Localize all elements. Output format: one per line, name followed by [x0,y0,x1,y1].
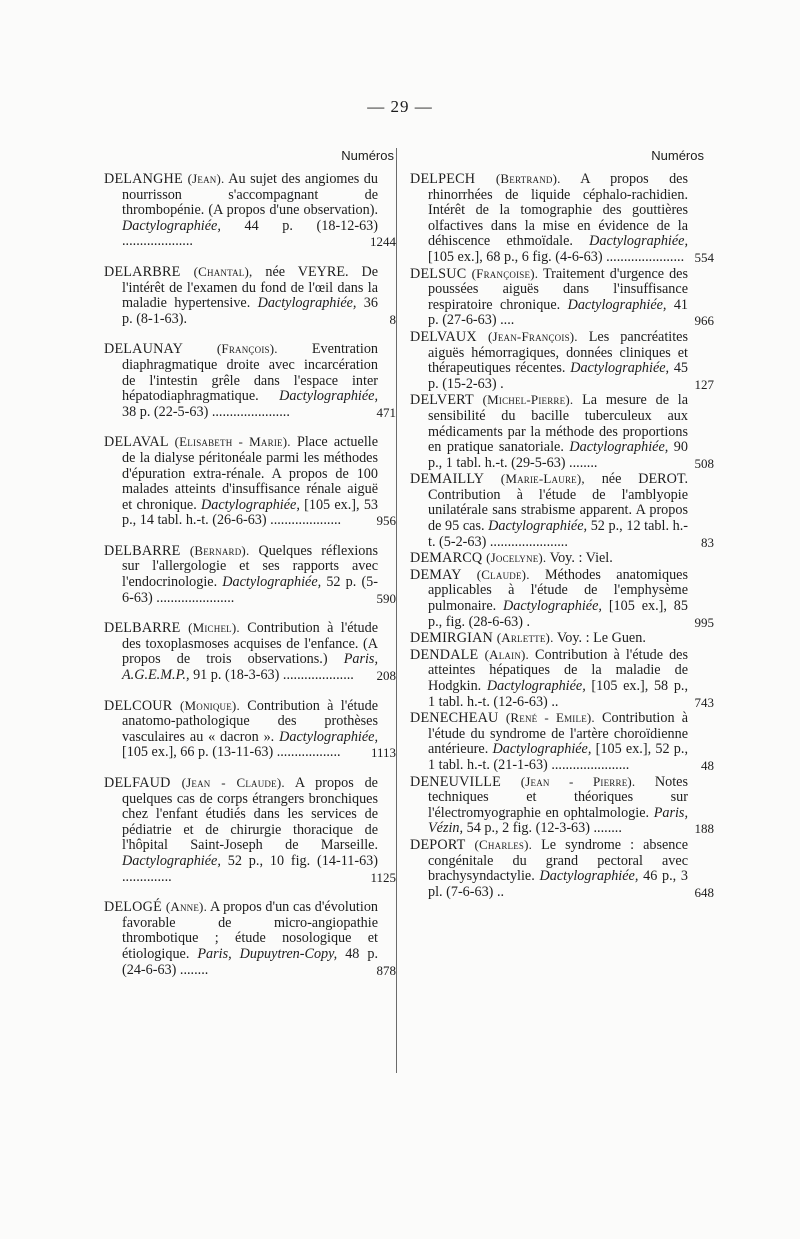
author-surname: DELBARRE [104,542,181,559]
entry-title: Notes techniques et théoriques sur l'électromyographie en ophtalmologie. [428,773,688,821]
author-given-name: (Jocelyne). [486,550,547,566]
author-surname: DELARBRE [104,263,181,280]
entry-description [546,550,612,566]
entry-number: 590 [376,590,396,606]
author-surname: DELCOUR [104,697,173,714]
entry-author [410,171,561,187]
entry-details: 46 p., 3 pl. (7-6-63) .. [428,868,688,900]
author-surname: DENDALE [410,646,479,663]
author-given-name: (Elisabeth - Marie). [174,434,291,450]
entry-details: 44 p. (18-12-63) .................... [122,217,378,250]
entry-author [410,329,578,345]
entry-details: [105 ex.], 53 p., 14 tabl. h.-t. (26-6-63) .................... [122,496,379,529]
entry-title: Quelques réflexions sur l'allergologie et ses rapports avec l'endocrinologie. [122,542,378,591]
entry-details: 52 p., 12 tabl. h.-t. (5-2-63) ...................... [428,518,689,550]
bibliography-entry [104,171,396,250]
entry-publisher: Dactylographiée, [122,852,221,869]
entry-details: 41 p. (27-6-63) .... [428,296,689,329]
entry-number: 554 [694,249,714,265]
entry-number: 878 [376,962,396,978]
entry-publisher: Dactylographiée, [486,678,586,694]
entry-details: 91 p. (18-3-63) .................... [189,667,354,684]
author-given-name: (Jean - Pierre). [520,773,636,789]
column-header-numeros: Numéros [651,148,704,163]
author-surname: DEMAILLY [410,471,484,488]
entry-author [410,266,538,282]
author-surname: DELANGHE [104,171,183,187]
entry-title: Traitement d'urgence des poussées aiguës dans l'insuffisance respiratoire chronique. [428,265,688,313]
entry-details: [105 ex.], 52 p., 1 tabl. h.-t. (21-1-63) ...................... [428,741,688,773]
bibliography-entry [104,434,396,529]
entry-publisher: Dactylographiée, [257,295,357,312]
entry-author [410,392,573,408]
entry-publisher: Paris, Vézin, [428,804,688,837]
bibliography-entry [410,630,688,647]
author-surname: DELVAUX [410,328,477,345]
entry-title: Au sujet des angiomes du nourrisson s'accompagnant de thrombopénie. (A propos d'une observation). [122,171,378,219]
entry-description [554,630,646,646]
author-given-name: (François). [216,341,278,357]
entry-number: 1125 [370,869,396,885]
entry-publisher: Paris, Dupuytren-Copy, [197,945,338,962]
entry-title: Les pancréatites aiguës hémorragiques, données cliniques et thérapeutiques récentes. [428,328,688,377]
entry-author [104,899,207,915]
entry-number: 208 [376,668,396,684]
entry-author [410,471,585,487]
bibliography-entry [104,697,396,761]
author-given-name: (Michel-Pierre). [482,392,574,408]
column-divider [396,148,397,1073]
entry-author [410,567,530,583]
entry-number: 1244 [370,234,396,250]
entry-number: 127 [694,376,714,392]
right-entry-list [410,171,714,900]
entry-details: 52 p., 10 fig. (14-11-63) .............. [122,852,378,885]
author-surname: DELOGÉ [104,899,162,916]
bibliography-entry [104,341,396,420]
bibliography-entry [104,899,396,978]
entry-details: 48 p. (24-6-63) ........ [122,945,378,978]
entry-publisher: Dactylographiée, [279,728,378,745]
entry-title: Contribution à l'étude anatomo-pathologique des prothèses vasculaires au « dacron ». [122,697,378,745]
entry-details: 54 p., 2 fig. (12-3-63) ........ [463,820,622,837]
entry-number: 1113 [370,745,396,761]
author-surname: DENEUVILLE [410,773,502,790]
bibliography-entry [410,646,714,710]
author-given-name: (Arlette). [496,630,554,646]
author-given-name: (Jean-François). [488,328,578,344]
entry-number: 648 [694,884,714,900]
author-surname: DEPORT [410,836,466,853]
author-given-name: (Michel). [188,620,240,636]
entry-publisher: Dactylographiée, [492,741,592,758]
entry-author [410,647,529,663]
entry-number: 743 [694,694,714,710]
entry-author [410,710,595,726]
author-given-name: (Bertrand). [495,171,561,186]
entry-number: 471 [376,404,396,420]
bibliography-entry [410,550,688,567]
author-surname: DEMIRGIAN [410,630,493,647]
author-surname: DENECHEAU [410,710,499,727]
bibliography-entry [104,263,396,327]
author-surname: DELVERT [410,392,474,409]
entry-author [104,620,240,636]
bibliography-entry [410,566,714,630]
bibliography-entry [410,710,714,773]
entry-number: 48 [701,757,714,773]
left-entry-list [104,171,396,992]
author-given-name: (Monique). [179,697,240,713]
entry-author [104,264,252,280]
author-given-name: (Alain). [484,646,529,662]
entry-number: 188 [694,821,714,837]
page-number: — 29 — [367,97,433,116]
author-surname: DELAUNAY [104,341,183,358]
author-surname: DELFAUD [104,775,171,791]
entry-publisher: Dactylographiée, [589,233,688,250]
entry-number: 966 [694,313,714,329]
author-surname: DELPECH [410,171,476,187]
entry-number: 508 [694,455,714,471]
author-given-name: (Marie-Laure), [500,471,585,487]
bibliography-entry [104,542,396,606]
entry-title: Le syndrome : absence congénitale du grand pectoral avec brachysyndactylie. [428,836,688,885]
bibliography-entry [104,775,396,885]
author-surname: DELAVAL [104,434,169,451]
entry-details: [105 ex.], 85 p., fig. (28-6-63) . [428,598,688,630]
entry-title: Contribution à l'étude des toxoplasmoses acquises de l'enfance. (A propos de trois observations.) [122,620,378,668]
bibliography-entry [410,471,714,550]
entry-publisher: Dactylographiée, [570,360,670,377]
entry-details: [105 ex.], 58 p., 1 tabl. h.-t. (12-6-63) .. [428,678,689,710]
bibliography-entry [410,328,714,392]
author-given-name: (René - Emile). [505,710,595,726]
entry-details: [105 ex.], 66 p. (13-11-63) .................. [122,744,341,761]
entry-publisher: Dactylographiée, [201,496,300,513]
author-given-name: (Jean - Claude). [181,775,285,790]
entry-author [410,550,546,566]
bibliography-entry [410,392,714,471]
entry-author [104,341,278,357]
entry-author [104,171,224,187]
author-surname: DEMAY [410,566,462,583]
entry-title: A propos de quelques cas de corps étrangers bronchiques chez l'enfant étudiés dans les services de pédiatrie et de chirurgie thoracique de l'hôpital Saint-Joseph de Marseille. [122,775,378,854]
entry-title: Eventration diaphragmatique droite avec incarcération de l'intestin grêle dans l'espace inter hépatodiaphragmatique. [122,341,379,405]
author-given-name: (Claude). [476,566,530,582]
entry-number: 83 [701,534,714,550]
entry-publisher: Dactylographiée, [503,598,602,615]
entry-publisher: Dactylographiée, [539,868,639,885]
entry-title: née VEYRE. De l'intérêt de l'examen du fond de l'œil dans la maladie hypertensive. [122,263,379,312]
author-given-name: (Françoise). [471,265,539,281]
entry-author [410,837,532,853]
entry-title: Contribution à l'étude des atteintes hépatiques de la maladie de Hodgkin. [428,646,688,694]
author-given-name: (Chantal), [193,263,253,279]
entry-author [104,543,249,559]
entry-title: La mesure de la sensibilité du bacille tuberculeux aux médicaments par la méthode des proportions en pratique sanatoriale. [428,392,689,456]
entry-author [104,434,291,450]
entry-number: 8 [389,311,396,327]
entry-details: [105 ex.], 68 p., 6 fig. (4-6-63) ...................... [428,248,685,265]
entry-author [410,630,554,646]
entry-title: Méthodes anatomiques applicables à l'étude de l'emphysème pulmonaire. [428,566,688,615]
entry-title: A propos des rhinorrhées de liquide céphalo-rachidien. Intérêt de la tomographie des gouttières olfactives dans la mise en évidence de la déhiscence ethmoïdale. [428,171,689,250]
entry-publisher: Dactylographiée, [488,518,588,535]
bibliography-entry [410,836,714,900]
entry-details: 36 p. (8-1-63). [122,295,378,327]
author-surname: DELBARRE [104,620,181,637]
entry-publisher: Dactylographiée, [279,388,378,405]
author-surname: DEMARCQ [410,550,483,567]
bibliography-entry [104,620,396,684]
entry-title: A propos d'un cas d'évolution favorable de micro-angiopathie thrombotique ; étude nosologique et étiologique. [122,899,379,962]
bibliography-entry [410,773,714,837]
entry-details: 90 p., 1 tabl. h.-t. (29-5-63) ........ [428,439,688,471]
entry-publisher: Dactylographiée, [569,439,669,456]
entry-publisher: Dactylographiée, [222,574,322,591]
author-given-name: (Anne). [165,899,208,915]
author-given-name: (Charles). [474,836,533,852]
entry-author [410,774,635,790]
entry-title: Contribution à l'étude du syndrome de l'artère choroïdienne antérieure. [428,710,688,758]
bibliography-entry [410,265,714,329]
entry-details: 52 p. (5-6-63) ...................... [122,574,378,606]
entry-description [122,775,378,885]
author-given-name: (Bernard). [189,542,250,558]
entry-publisher: Paris, A.G.E.M.P., [122,651,378,684]
entry-title: Place actuelle de la dialyse péritonéale parmi les méthodes d'épuration extra-rénale. A propos de 100 malades atteints d'insuffisance rénale aiguë et chronique. [122,434,378,513]
entry-author [104,698,240,714]
column-header-numeros: Numéros [341,148,394,163]
bibliography-entry [410,171,714,266]
author-surname: DELSUC [410,265,467,282]
entry-title: née DEROT. Contribution à l'étude de l'amblyopie unilatérale sans strabisme apparent. A propos de 95 cas. [428,471,689,535]
entry-number: 995 [694,614,714,630]
entry-details: 45 p. (15-2-63) . [428,360,689,392]
author-given-name: (Jean). [187,171,225,186]
entry-number: 956 [376,513,396,529]
entry-details: 38 p. (22-5-63) ...................... [122,403,290,420]
entry-publisher: Dactylographiée, [122,217,221,234]
entry-title: Voy. : Viel. [546,550,613,567]
entry-title: Voy. : Le Guen. [553,630,646,647]
entry-publisher: Dactylographiée, [567,296,667,313]
entry-author [104,775,285,791]
